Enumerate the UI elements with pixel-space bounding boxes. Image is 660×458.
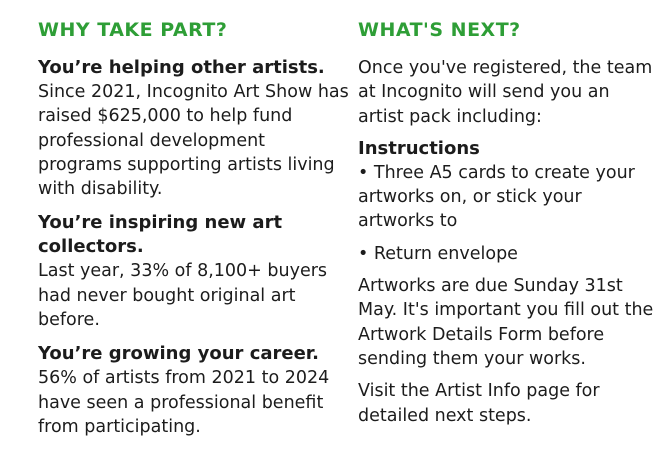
why-take-part-heading: WHY TAKE PART? (38, 19, 228, 41)
whats-next-column (358, 14, 654, 428)
helping-artists-title: You’re helping other artists. (38, 57, 325, 78)
bullet-a5-cards: • Three A5 cards to create your artworks on, or stick your artworks to (358, 162, 635, 232)
due-date-text: Artworks are due Sunday 31st May. It's important you fill out the Artwork Details Form before sending them your works. (358, 276, 654, 369)
artist-pack-intro: Once you've registered, the team at Incognito will send you an artist pack including: (358, 58, 653, 127)
helping-artists-text: Since 2021, Incognito Art Show has raised $625,000 to help fund professional development programs supporting artists living with disability. (38, 82, 349, 200)
bullet-return-envelope: • Return envelope (358, 243, 518, 264)
helping-artists-block (38, 56, 350, 201)
inspiring-collectors-text: Last year, 33% of 8,100+ buyers had never bought original art before. (38, 261, 328, 331)
instructions-title: Instructions (358, 137, 480, 159)
artist-info-text: Visit the Artist Info page for detailed next steps. (358, 381, 600, 426)
growing-career-text: 56% of artists from 2021 to 2024 have seen a professional benefit from participating. (38, 368, 330, 437)
growing-career-block (38, 342, 350, 439)
whats-next-heading: WHAT'S NEXT? (358, 19, 521, 41)
growing-career-title: You’re growing your career. (38, 343, 319, 365)
why-take-part-column (38, 14, 350, 449)
inspiring-collectors-block (38, 211, 350, 332)
inspiring-collectors-title: You’re inspiring new art collectors. (38, 212, 283, 258)
